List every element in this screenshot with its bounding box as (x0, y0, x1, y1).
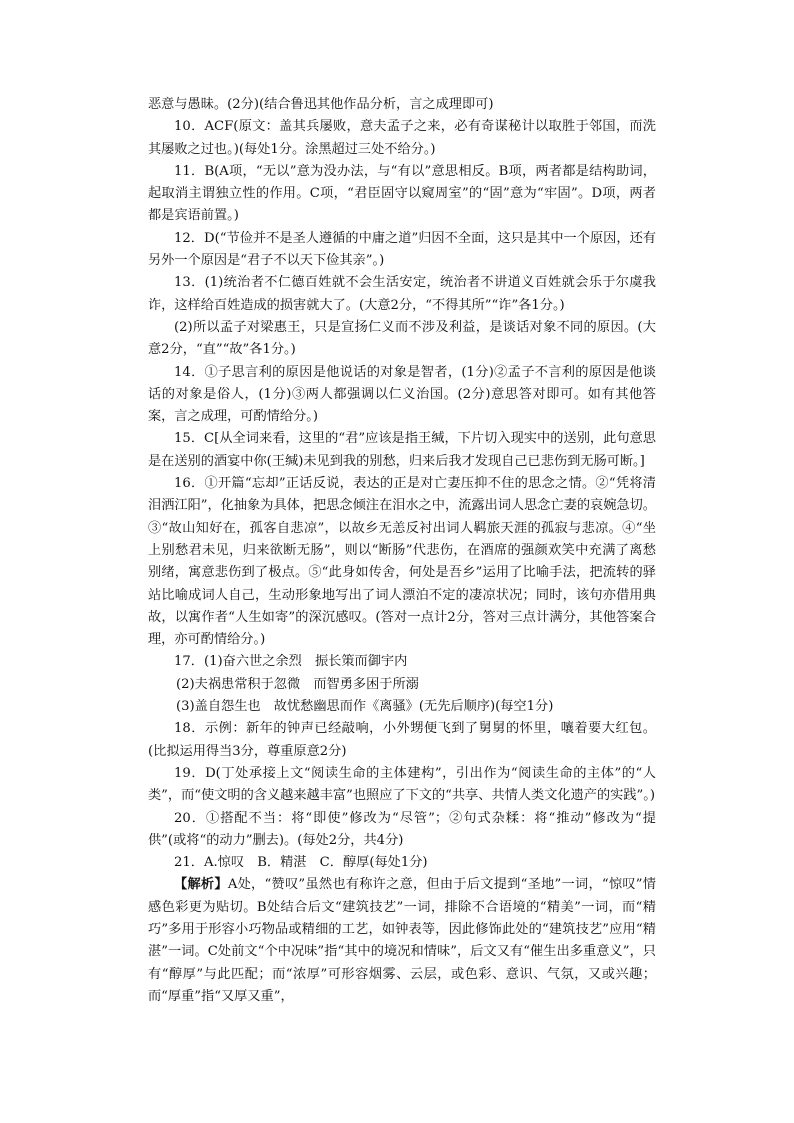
answer-17-3: (3)盖自怨生也 故忧愁幽思而作《离骚》(无先后顺序)(每空1分) (176, 699, 554, 715)
answer-11: 11．B(A项，“无以”意为没办法，与“有以”意思相反。B项，两者都是结构助词，起取消主谓独立性的作用。C项，“君臣固守以窥周室”的“固”意为“牢固”。D项，两者都是宾语前置。) (148, 163, 656, 224)
answer-12: 12．D(“节俭并不是圣人遵循的中庸之道”归因不全面，这只是其中一个原因，还有另外一个原因是“君子不以天下俭其亲”。) (148, 230, 656, 269)
answer-21: 21．A.惊叹 B．精湛 C．醇厚(每处1分) (174, 855, 428, 871)
answer-14: 14．①子思言利的原因是他说话的对象是智者，(1分)②孟子不言利的原因是他谈话的对象是俗人，(1分)③两人都强调以仁义治国。(2分)意思答对即可。如有其他答案，言之成理，可酌情给分。) (148, 364, 656, 425)
analysis-text: A处，“赞叹”虽然也有称许之意，但由于后文提到“圣地”一词，“惊叹”情感色彩更为贴切。B处结合后文“建筑技艺”一词，排除不合语境的“精美”一词，而“精巧”多用于形容小巧物品或精细的工艺，如钟表等，因此修饰此处的“建筑技艺”应用“精湛”一词。C处前文“个中况味”指“其中的境况和情味”，后文又有“催生出多重意义”，只有“醇厚”与此匹配；而“浓厚”可形容烟雾、云层，或色彩、意识、气氛，又或兴趣；而“厚重”指“又厚又重”， (148, 877, 656, 1004)
answer-13-1: 13．(1)统治者不仁德百姓就不会生活安定，统治者不讲道义百姓就会乐于尔虞我诈，这样给百姓造成的损害就大了。(大意2分，“不得其所”“诈”各1分。) (148, 275, 656, 313)
analysis-tag: 【解析】 (174, 877, 228, 893)
answer-16: 16．①开篇“忘却”正话反说，表达的正是对亡妻压抑不住的思念之情。②“凭将清泪洒江阳”，化抽象为具体，把思念倾注在泪水之中，流露出词人思念亡妻的哀婉急切。③“故山知好在，孤客自悲凉”，以故乡无恙反衬出词人羁旅天涯的孤寂与悲凉。④“坐上别愁君未见，归来欲断无肠”，则以“断肠”代悲伤，在酒席的强颜欢笑中充满了离愁别绪，寓意悲伤到了极点。⑤“此身如传舍，何处是吾乡”运用了比喻手法，把流转的驿站比喻成词人自己，生动形象地写出了词人漂泊不定的凄凉状况；同时，该句亦借用典故，以寓作者“人生如寄”的深沉感叹。(答对一点计2分，答对三点计满分，其他答案合理，亦可酌情给分。) (148, 476, 656, 648)
answer-13-2: (2)所以孟子对梁惠王，只是宣扬仁义而不涉及利益，是谈话对象不同的原因。(大意2分，“直”“故”各1分。) (148, 319, 656, 358)
answer-17-1: 17．(1)奋六世之余烈 振长策而御宇内 (174, 654, 408, 670)
answer-19: 19．D(丁处承接上文“阅读生命的主体建构”，引出作为“阅读生命的主体”的“人类”，而“使文明的含义越来越丰富”也照应了下文的“共享、共情人类文化遗产的实践”。) (148, 765, 656, 804)
answer-15: 15．C[从全词来看，这里的“君”应该是指王缄，下片切入现实中的送别，此句意思是在送别的酒宴中你(王缄)未见到我的别愁，归来后我才发现自己已悲伤到无肠可断。] (148, 431, 656, 469)
answer-18: 18．示例：新年的钟声已经敲响，小外甥便飞到了舅舅的怀里，嚷着要大红包。(比拟运用得当3分，尊重原意2分) (148, 721, 656, 759)
answer-21-analysis (148, 874, 656, 1008)
answer-10: 10．ACF(原文：盖其兵屡败，意夫孟子之来，必有奇谋秘计以取胜于邻国，而洗其屡败之过也。)(每处1分。涂黑超过三处不给分。) (148, 119, 656, 157)
answer-20: 20．①搭配不当：将“即使”修改为“尽管”；②句式杂糅：将“推动”修改为“提供”(或将“的动力”删去)。(每处2分，共4分) (148, 810, 656, 848)
answer-17-2: (2)夫祸患常积于忽微 而智勇多困于所溺 (176, 676, 419, 692)
paragraph-9-tail: 恶意与愚昧。(2分)(结合鲁迅其他作品分析，言之成理即可) (148, 97, 494, 112)
answer-document (148, 94, 656, 1008)
